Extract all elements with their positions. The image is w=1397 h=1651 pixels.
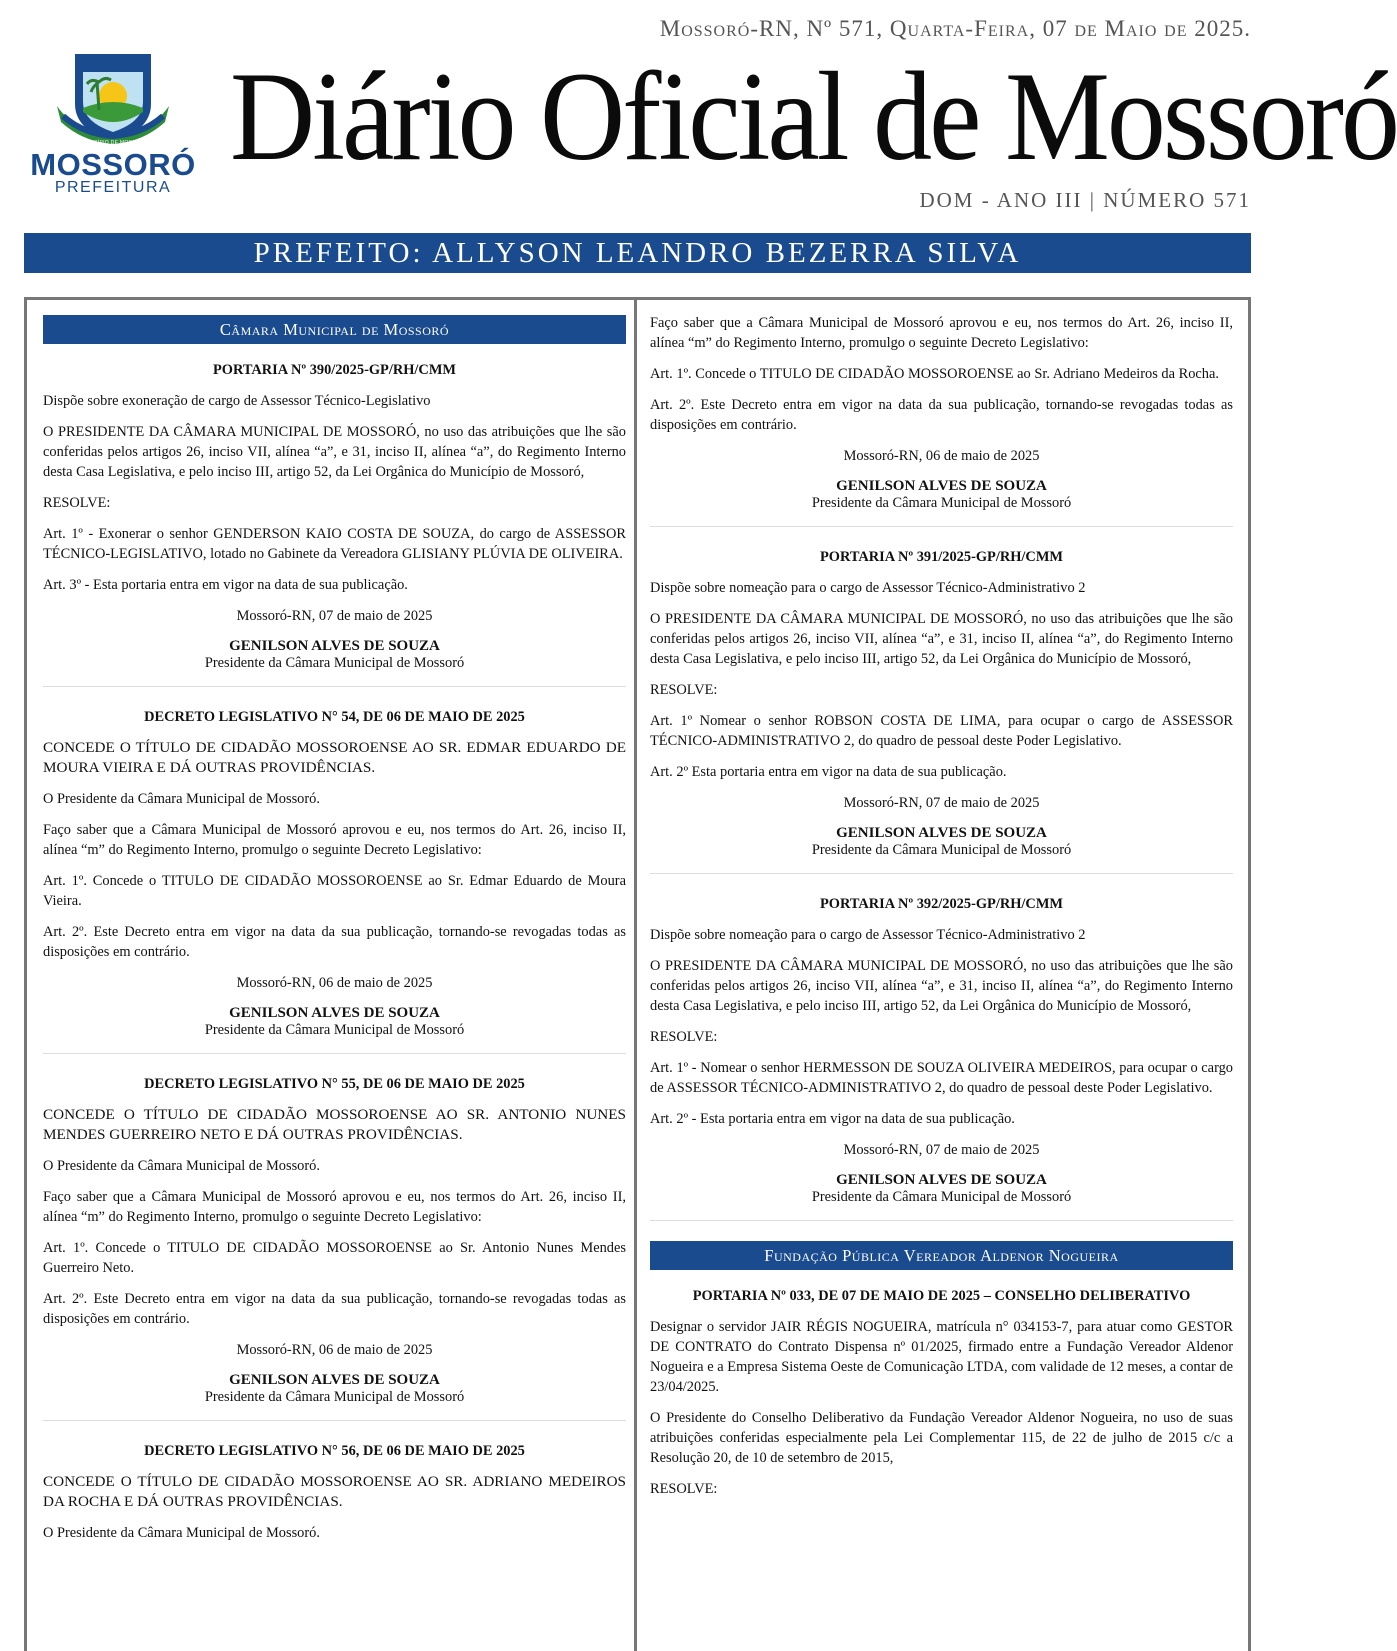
doc-preamble: O PRESIDENTE DA CÂMARA MUNICIPAL DE MOSSORÓ, no uso das atribuições que lhe são conferidas pelos artigos 26, inciso VII, alínea “a”, e 31, inciso II, alínea “a”, do Regimento Interno desta Casa Legislativa, e pelo inciso III, artigo 52, da Lei Orgânica do Município de Mossoró, bbox=[43, 424, 626, 480]
doc-faco-saber: Faço saber que a Câmara Municipal de Mossoró aprovou e eu, nos termos do Art. 26, inciso II, alínea “m” do Regimento Interno, promulgo o seguinte Decreto Legislativo: bbox=[43, 1189, 626, 1225]
doc-article: Art. 2º Esta portaria entra em vigor na data de sua publicação. bbox=[650, 764, 1007, 780]
doc-title: DECRETO LEGISLATIVO N° 56, DE 06 DE MAIO DE 2025 bbox=[144, 1443, 525, 1459]
signer-role: Presidente da Câmara Municipal de Mossoró bbox=[204, 655, 465, 671]
doc-article: Art. 2º. Este Decreto entra em vigor na data da sua publicação, tornando-se revogadas todas as disposições em contrário. bbox=[43, 1291, 626, 1327]
doc-article: Art. 2º. Este Decreto entra em vigor na data da sua publicação, tornando-se revogadas todas as disposições em contrário. bbox=[43, 924, 626, 960]
doc-ementa: Dispõe sobre nomeação para o cargo de Assessor Técnico-Administrativo 2 bbox=[650, 927, 1086, 943]
portaria-033 bbox=[650, 1286, 1233, 1499]
logo-ribbon-text: MUNICÍPIO DE MOSSORÓ bbox=[79, 140, 149, 146]
sign-date: Mossoró-RN, 06 de maio de 2025 bbox=[236, 1342, 433, 1358]
doc-faco-saber: Faço saber que a Câmara Municipal de Mossoró aprovou e eu, nos termos do Art. 26, inciso II, alínea “m” do Regimento Interno, promulgo o seguinte Decreto Legislativo: bbox=[43, 822, 626, 858]
doc-title: PORTARIA Nº 391/2025-GP/RH/CMM bbox=[819, 549, 1063, 565]
section-heading-camara: Câmara Municipal de Mossoró bbox=[43, 315, 626, 344]
sign-date: Mossoró-RN, 07 de maio de 2025 bbox=[236, 608, 433, 624]
column-divider bbox=[634, 297, 637, 1651]
doc-title: PORTARIA Nº 392/2025-GP/RH/CMM bbox=[819, 896, 1063, 912]
doc-article: Art. 1º - Exonerar o senhor GENDERSON KAIO COSTA DE SOUZA, do cargo de ASSESSOR TÉCNICO-LEGISLATIVO, lotado no Gabinete da Vereadora GLISIANY PLÚVIA DE OLIVEIRA. bbox=[43, 526, 626, 562]
sign-date: Mossoró-RN, 07 de maio de 2025 bbox=[843, 795, 1040, 811]
signer-name: GENILSON ALVES DE SOUZA bbox=[229, 638, 440, 654]
prefeitura-logo bbox=[24, 46, 202, 206]
sign-date: Mossoró-RN, 06 de maio de 2025 bbox=[843, 448, 1040, 464]
doc-ementa: Dispõe sobre exoneração de cargo de Assessor Técnico-Legislativo bbox=[43, 393, 431, 409]
doc-article: Art. 3º - Esta portaria entra em vigor na data de sua publicação. bbox=[43, 577, 408, 593]
doc-preamble: O PRESIDENTE DA CÂMARA MUNICIPAL DE MOSSORÓ, no uso das atribuições que lhe são conferidas pelos artigos 26, inciso VII, alínea “a”, e 31, inciso II, alínea “a”, do Regimento Interno desta Casa Legislativa, e pelo inciso III, artigo 52, da Lei Orgânica do Município de Mossoró, bbox=[650, 958, 1233, 1014]
doc-article: Art. 1º Nomear o senhor ROBSON COSTA DE LIMA, para ocupar o cargo de ASSESSOR TÉCNICO-ADMINISTRATIVO 2, do quadro de pessoal deste Poder Legislativo. bbox=[650, 713, 1233, 749]
doc-separator bbox=[650, 526, 1233, 527]
right-column bbox=[650, 313, 1233, 1510]
doc-title: PORTARIA Nº 390/2025-GP/RH/CMM bbox=[212, 362, 456, 378]
signer-name: GENILSON ALVES DE SOUZA bbox=[836, 1172, 1047, 1188]
doc-ementa: Dispõe sobre nomeação para o cargo de Assessor Técnico-Administrativo 2 bbox=[650, 580, 1086, 596]
doc-article: Art. 1º - Nomear o senhor HERMESSON DE SOUZA OLIVEIRA MEDEIROS, para ocupar o cargo de ASSESSOR TÉCNICO-ADMINISTRATIVO 2, do quadro de pessoal deste Poder Legislativo. bbox=[650, 1060, 1233, 1096]
doc-resolve: RESOLVE: bbox=[43, 495, 111, 511]
doc-article: Art. 1º. Concede o TITULO DE CIDADÃO MOSSOROENSE ao Sr. Antonio Nunes Mendes Guerreiro Neto. bbox=[43, 1240, 626, 1276]
logo-subtitle: PREFEITURA bbox=[54, 179, 172, 196]
doc-resolve: RESOLVE: bbox=[650, 682, 718, 698]
sign-date: Mossoró-RN, 06 de maio de 2025 bbox=[236, 975, 433, 991]
signer-name: GENILSON ALVES DE SOUZA bbox=[229, 1005, 440, 1021]
doc-title: DECRETO LEGISLATIVO N° 54, DE 06 DE MAIO DE 2025 bbox=[144, 709, 525, 725]
masthead-title: Diário Oficial de Mossoró bbox=[230, 45, 1397, 188]
decreto-54 bbox=[43, 707, 626, 1039]
doc-faco-saber: Faço saber que a Câmara Municipal de Mossoró aprovou e eu, nos termos do Art. 26, inciso II, alínea “m” do Regimento Interno, promulgo o seguinte Decreto Legislativo: bbox=[650, 315, 1233, 351]
doc-designar: Designar o servidor JAIR RÉGIS NOGUEIRA, matrícula n° 034153-7, para atuar como GESTOR DE CONTRATO do Contrato Dispensa nº 01/2025, firmado entre a Fundação Vereador Aldenor Nogueira e a Empresa Sistema Oeste de Comunicação LTDA, com validade de 12 meses, a contar de 23/04/2025. bbox=[650, 1319, 1233, 1395]
portaria-392 bbox=[650, 894, 1233, 1206]
issue-dateline: Mossoró-RN, Nº 571, Quarta-Feira, 07 de Maio de 2025. bbox=[659, 16, 1251, 41]
decreto-55 bbox=[43, 1074, 626, 1406]
decreto-56 bbox=[43, 1441, 626, 1543]
doc-preamble: O PRESIDENTE DA CÂMARA MUNICIPAL DE MOSSORÓ, no uso das atribuições que lhe são conferidas pelos artigos 26, inciso VII, alínea “a”, e 31, inciso II, alínea “a”, do Regimento Interno desta Casa Legislativa, e pelo inciso III, artigo 52, da Lei Orgânica do Município de Mossoró, bbox=[650, 611, 1233, 667]
doc-title: DECRETO LEGISLATIVO N° 55, DE 06 DE MAIO DE 2025 bbox=[144, 1076, 525, 1092]
doc-separator bbox=[650, 1220, 1233, 1221]
doc-intro: O Presidente da Câmara Municipal de Mossoró. bbox=[43, 1525, 320, 1541]
doc-resolve: RESOLVE: bbox=[650, 1029, 718, 1045]
issue-number: DOM - ANO III | NÚMERO 571 bbox=[919, 188, 1251, 212]
doc-resolve: RESOLVE: bbox=[650, 1481, 718, 1497]
doc-separator bbox=[43, 1053, 626, 1054]
signer-role: Presidente da Câmara Municipal de Mossoró bbox=[811, 1189, 1072, 1205]
portaria-391 bbox=[650, 547, 1233, 859]
doc-ementa: CONCEDE O TÍTULO DE CIDADÃO MOSSOROENSE AO SR. ADRIANO MEDEIROS DA ROCHA E DÁ OUTRAS PROVIDÊNCIAS. bbox=[43, 1473, 626, 1510]
signer-role: Presidente da Câmara Municipal de Mossoró bbox=[204, 1022, 465, 1038]
doc-article: Art. 1º. Concede o TITULO DE CIDADÃO MOSSOROENSE ao Sr. Edmar Eduardo de Moura Vieira. bbox=[43, 873, 626, 909]
doc-title: PORTARIA Nº 033, DE 07 DE MAIO DE 2025 – CONSELHO DELIBERATIVO bbox=[692, 1288, 1191, 1304]
signer-name: GENILSON ALVES DE SOUZA bbox=[836, 825, 1047, 841]
section-heading-fundacao: Fundação Pública Vereador Aldenor Nogueira bbox=[650, 1241, 1233, 1270]
doc-ementa: CONCEDE O TÍTULO DE CIDADÃO MOSSOROENSE AO SR. EDMAR EDUARDO DE MOURA VIEIRA E DÁ OUTRAS PROVIDÊNCIAS. bbox=[43, 739, 626, 776]
doc-intro: O Presidente da Câmara Municipal de Mossoró. bbox=[43, 791, 320, 807]
doc-preamble: O Presidente do Conselho Deliberativo da Fundação Vereador Aldenor Nogueira, no uso de suas atribuições conferidas especialmente pela Lei Complementar 115, de 22 de julho de 2015 c/c a Resolução 20, de 10 de setembro de 2015, bbox=[650, 1410, 1233, 1466]
mayor-banner: PREFEITO: ALLYSON LEANDRO BEZERRA SILVA bbox=[24, 233, 1251, 273]
doc-article: Art. 2º. Este Decreto entra em vigor na data da sua publicação, tornando-se revogadas todas as disposições em contrário. bbox=[650, 397, 1233, 433]
doc-article: Art. 1º. Concede o TITULO DE CIDADÃO MOSSOROENSE ao Sr. Adriano Medeiros da Rocha. bbox=[650, 366, 1219, 382]
doc-separator bbox=[43, 686, 626, 687]
doc-separator bbox=[43, 1420, 626, 1421]
doc-intro: O Presidente da Câmara Municipal de Mossoró. bbox=[43, 1158, 320, 1174]
doc-separator bbox=[650, 873, 1233, 874]
signer-name: GENILSON ALVES DE SOUZA bbox=[836, 478, 1047, 494]
decreto-56-continued bbox=[650, 313, 1233, 512]
signer-role: Presidente da Câmara Municipal de Mossoró bbox=[811, 842, 1072, 858]
logo-city-name: MOSSORÓ bbox=[30, 147, 196, 182]
left-column bbox=[43, 315, 626, 1554]
portaria-390 bbox=[43, 360, 626, 672]
coat-of-arms-icon bbox=[53, 46, 173, 146]
doc-article: Art. 2º - Esta portaria entra em vigor na data de sua publicação. bbox=[650, 1111, 1015, 1127]
signer-role: Presidente da Câmara Municipal de Mossoró bbox=[811, 495, 1072, 511]
signer-name: GENILSON ALVES DE SOUZA bbox=[229, 1372, 440, 1388]
doc-ementa: CONCEDE O TÍTULO DE CIDADÃO MOSSOROENSE AO SR. ANTONIO NUNES MENDES GUERREIRO NETO E DÁ OUTRAS PROVIDÊNCIAS. bbox=[43, 1106, 626, 1143]
signer-role: Presidente da Câmara Municipal de Mossoró bbox=[204, 1389, 465, 1405]
sign-date: Mossoró-RN, 07 de maio de 2025 bbox=[843, 1142, 1040, 1158]
